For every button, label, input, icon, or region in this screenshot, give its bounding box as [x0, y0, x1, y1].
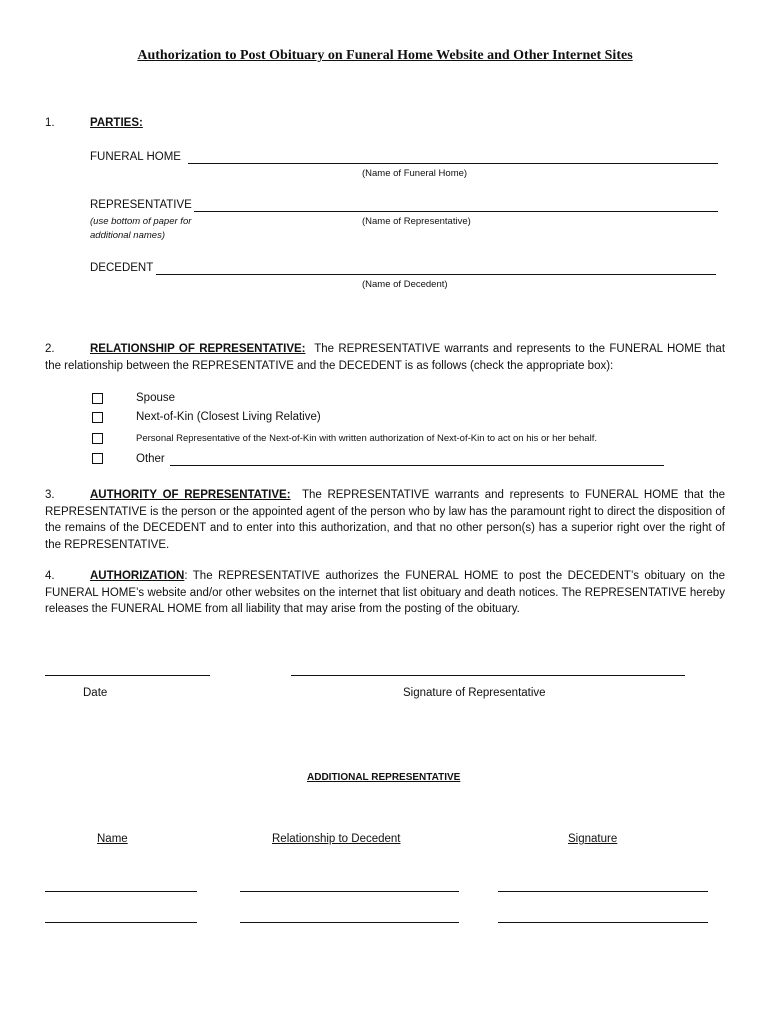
section-4-number: 4.: [45, 570, 55, 582]
additional-relationship-line-2[interactable]: [240, 922, 459, 923]
column-relationship-header: Relationship to Decedent: [272, 833, 401, 845]
date-label: Date: [83, 687, 108, 699]
additional-signature-line-1[interactable]: [498, 891, 708, 892]
section-2-paragraph: [45, 341, 725, 374]
section-1-heading: PARTIES:: [90, 117, 143, 129]
section-2-number: 2.: [45, 343, 55, 355]
additional-relationship-line-1[interactable]: [240, 891, 459, 892]
other-checkbox[interactable]: [92, 453, 103, 464]
option-personal-representative-label: Personal Representative of the Next-of-Kin with written authorization of Next-of-Kin to act on his or her behalf.: [136, 433, 597, 444]
personal-representative-checkbox[interactable]: [92, 433, 103, 444]
additional-name-line-1[interactable]: [45, 891, 197, 892]
spouse-checkbox[interactable]: [92, 393, 103, 404]
section-1-number: 1.: [45, 117, 55, 129]
signature-line[interactable]: [291, 675, 685, 676]
representative-caption: (Name of Representative): [362, 216, 471, 227]
funeral-home-label: FUNERAL HOME: [90, 151, 181, 163]
section-3-text: The REPRESENTATIVE warrants and represents to FUNERAL HOME that the REPRESENTATIVE is the person or the appointed agent of the person who by law has the paramount right to direct the disposition of the remains of the DECEDENT and to enter into this authorization, and that no other person(s) has a superior right over the right of the REPRESENTATIVE.: [45, 489, 726, 551]
funeral-home-name-field[interactable]: [188, 163, 718, 164]
representative-note: (use bottom of paper for additional names): [90, 216, 192, 241]
section-2-text: The REPRESENTATIVE warrants and represents to the FUNERAL HOME that the relationship between the REPRESENTATIVE and the DECEDENT is as follows (check the appropriate box):: [45, 343, 726, 372]
section-3-number: 3.: [45, 489, 55, 501]
decedent-label: DECEDENT: [90, 262, 154, 274]
section-4-text: : The REPRESENTATIVE authorizes the FUNERAL HOME to post the DECEDENT’s obituary on the FUNERAL HOME’s website and/or other websites on the internet that list obituary and death notices. The REPRESENTATIVE hereby releases the FUNERAL HOME from all liability that may arise from the posting of the obituary.: [45, 570, 725, 615]
option-next-of-kin-label: Next-of-Kin (Closest Living Relative): [136, 411, 321, 423]
column-signature-header: Signature: [568, 833, 618, 845]
other-relationship-field[interactable]: [170, 465, 664, 466]
representative-label: REPRESENTATIVE: [90, 199, 192, 211]
next-of-kin-checkbox[interactable]: [92, 412, 103, 423]
section-4-heading: AUTHORIZATION: [90, 570, 185, 582]
date-line[interactable]: [45, 675, 210, 676]
representative-name-field[interactable]: [194, 211, 718, 212]
additional-representative-heading: ADDITIONAL REPRESENTATIVE: [307, 772, 461, 783]
section-4-paragraph: [45, 568, 725, 618]
decedent-caption: (Name of Decedent): [362, 279, 448, 290]
option-spouse-label: Spouse: [136, 392, 176, 404]
section-3-heading: AUTHORITY OF REPRESENTATIVE:: [90, 489, 291, 501]
funeral-home-caption: (Name of Funeral Home): [362, 168, 468, 179]
section-3-paragraph: [45, 487, 725, 553]
additional-signature-line-2[interactable]: [498, 922, 708, 923]
additional-name-line-2[interactable]: [45, 922, 197, 923]
option-other-label: Other: [136, 453, 165, 465]
column-name-header: Name: [97, 833, 128, 845]
decedent-name-field[interactable]: [156, 274, 716, 275]
section-2-heading: RELATIONSHIP OF REPRESENTATIVE:: [90, 343, 306, 355]
signature-label: Signature of Representative: [403, 687, 546, 699]
document-title: Authorization to Post Obituary on Funeral Home Website and Other Internet Sites: [137, 48, 633, 63]
